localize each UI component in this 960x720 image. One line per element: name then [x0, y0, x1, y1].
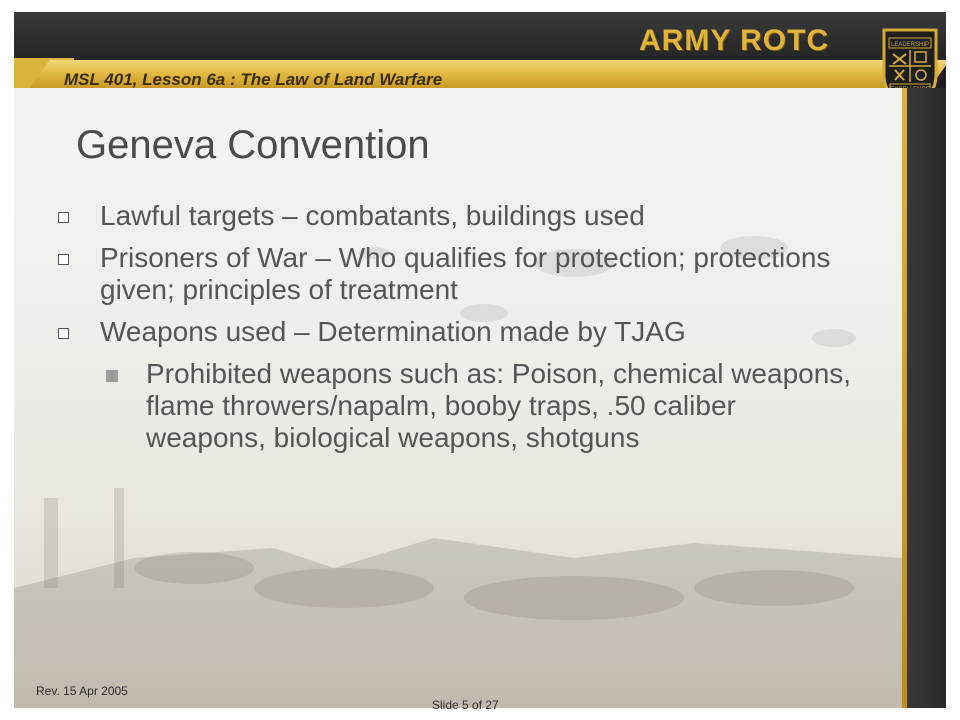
- emblem-top-text: LEADERSHIP: [890, 42, 930, 48]
- hollow-square-bullet-icon: [58, 328, 69, 339]
- filled-square-bullet-icon: [106, 370, 118, 382]
- sub-bullet-item: [54, 358, 854, 454]
- gold-divider-line: [902, 88, 907, 708]
- army-rotc-logo-text: ARMY ROTC: [639, 24, 830, 57]
- bullet-item: [54, 200, 854, 232]
- bullet-item: [54, 242, 854, 306]
- bullet-text: Lawful targets – combatants, buildings used: [100, 200, 645, 231]
- hollow-square-bullet-icon: [58, 254, 69, 265]
- course-title: MSL 401, Lesson 6a : The Law of Land Warfare: [64, 70, 443, 88]
- bullet-text: Weapons used – Determination made by TJAG: [100, 316, 686, 347]
- right-side-strip: [902, 88, 946, 708]
- sub-bullet-text: Prohibited weapons such as: Poison, chemical weapons, flame throwers/napalm, booby traps, .50 caliber weapons, biological weapons, shotguns: [146, 358, 852, 453]
- slide-title: Geneva Convention: [76, 123, 430, 167]
- hollow-square-bullet-icon: [58, 212, 69, 223]
- bullet-list: [54, 200, 854, 454]
- bullet-text: Prisoners of War – Who qualifies for protection; protections given; principles of treatment: [100, 242, 831, 305]
- revision-date: Rev. 15 Apr 2005: [36, 684, 128, 698]
- slide-frame: [14, 12, 946, 712]
- slide-header: [14, 12, 946, 88]
- slide-number: Slide 5 of 27: [432, 698, 499, 712]
- bullet-item: [54, 316, 854, 348]
- slide-content: [14, 88, 902, 708]
